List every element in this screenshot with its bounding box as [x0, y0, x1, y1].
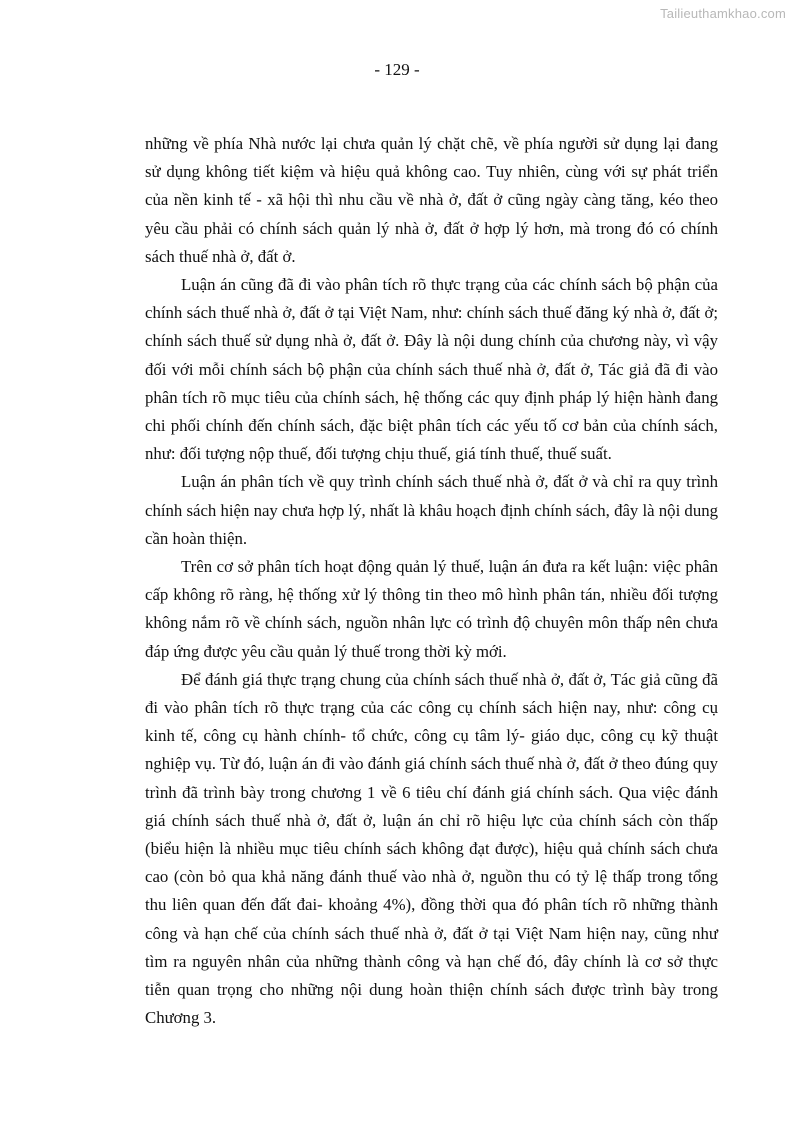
paragraph: Luận án phân tích về quy trình chính sách thuế nhà ở, đất ở và chỉ ra quy trình chính sách hiện nay chưa hợp lý, nhất là khâu hoạch định chính sách, đây là nội dung cần hoàn thiện. [145, 472, 718, 548]
paragraph: Để đánh giá thực trạng chung của chính sách thuế nhà ở, đất ở, Tác giả cũng đã đi vào phân tích rõ thực trạng của các công cụ chính sách hiện nay, như: công cụ kinh tế, công cụ hành chính- tổ chức, công cụ tâm lý- giáo dục, công cụ kỹ thuật nghiệp vụ. Từ đó, luận án đi vào đánh giá chính sách thuế nhà ở, đất ở theo đúng quy trình đã trình bày trong chương 1 về 6 tiêu chí đánh giá chính sách. Qua việc đánh giá chính sách thuế nhà ở, đất ở, luận án chỉ rõ hiệu lực của chính sách còn thấp (biểu hiện là nhiều mục tiêu chính sách không đạt được), hiệu quả chính sách chưa cao (còn bỏ qua khả năng đánh thuế vào nhà ở, nguồn thu có tỷ lệ thấp trong tổng thu liên quan đến đất đai- khoảng 4%), đồng thời qua đó phân tích rõ những thành công và hạn chế của chính sách thuế nhà ở, đất ở tại Việt Nam hiện nay, cũng như tìm ra nguyên nhân của những thành công và hạn chế đó, đây chính là cơ sở thực tiễn quan trọng cho những nội dung hoàn thiện chính sách được trình bày trong Chương 3. [145, 669, 718, 1028]
paragraph: những về phía Nhà nước lại chưa quản lý chặt chẽ, về phía người sử dụng lại đang sử dụng không tiết kiệm và hiệu quả không cao. Tuy nhiên, cùng với sự phát triển của nền kinh tế - xã hội thì nhu cầu về nhà ở, đất ở cũng ngày càng tăng, kéo theo yêu cầu phải có chính sách quản lý nhà ở, đất ở hợp lý hơn, mà trong đó có chính sách thuế nhà ở, đất ở. [145, 134, 718, 266]
page-number: - 129 - [374, 60, 420, 79]
paragraph: Trên cơ sở phân tích hoạt động quản lý thuế, luận án đưa ra kết luận: việc phân cấp không rõ ràng, hệ thống xử lý thông tin theo mô hình phân tán, nhiều đối tượng không nắm rõ về chính sách, nguồn nhân lực có trình độ chuyên môn thấp nên chưa đáp ứng được yêu cầu quản lý thuế trong thời kỳ mới. [145, 557, 718, 661]
watermark: Tailieuthamkhao.com [660, 6, 786, 21]
paragraph: Luận án cũng đã đi vào phân tích rõ thực trạng của các chính sách bộ phận của chính sách thuế nhà ở, đất ở tại Việt Nam, như: chính sách thuế đăng ký nhà ở, đất ở; chính sách thuế sử dụng nhà ở, đất ở. Đây là nội dung chính của chương này, vì vậy đối với mỗi chính sách bộ phận của chính sách thuế nhà ở, đất ở, Tác giả đã đi vào phân tích rõ mục tiêu của chính sách, hệ thống các quy định pháp lý hiện hành đang chi phối chính đến chính sách, đặc biệt phân tích các yếu tố cơ bản của chính sách, như: đối tượng nộp thuế, đối tượng chịu thuế, giá tính thuế, thuế suất. [145, 275, 718, 464]
document-body [145, 130, 718, 1033]
